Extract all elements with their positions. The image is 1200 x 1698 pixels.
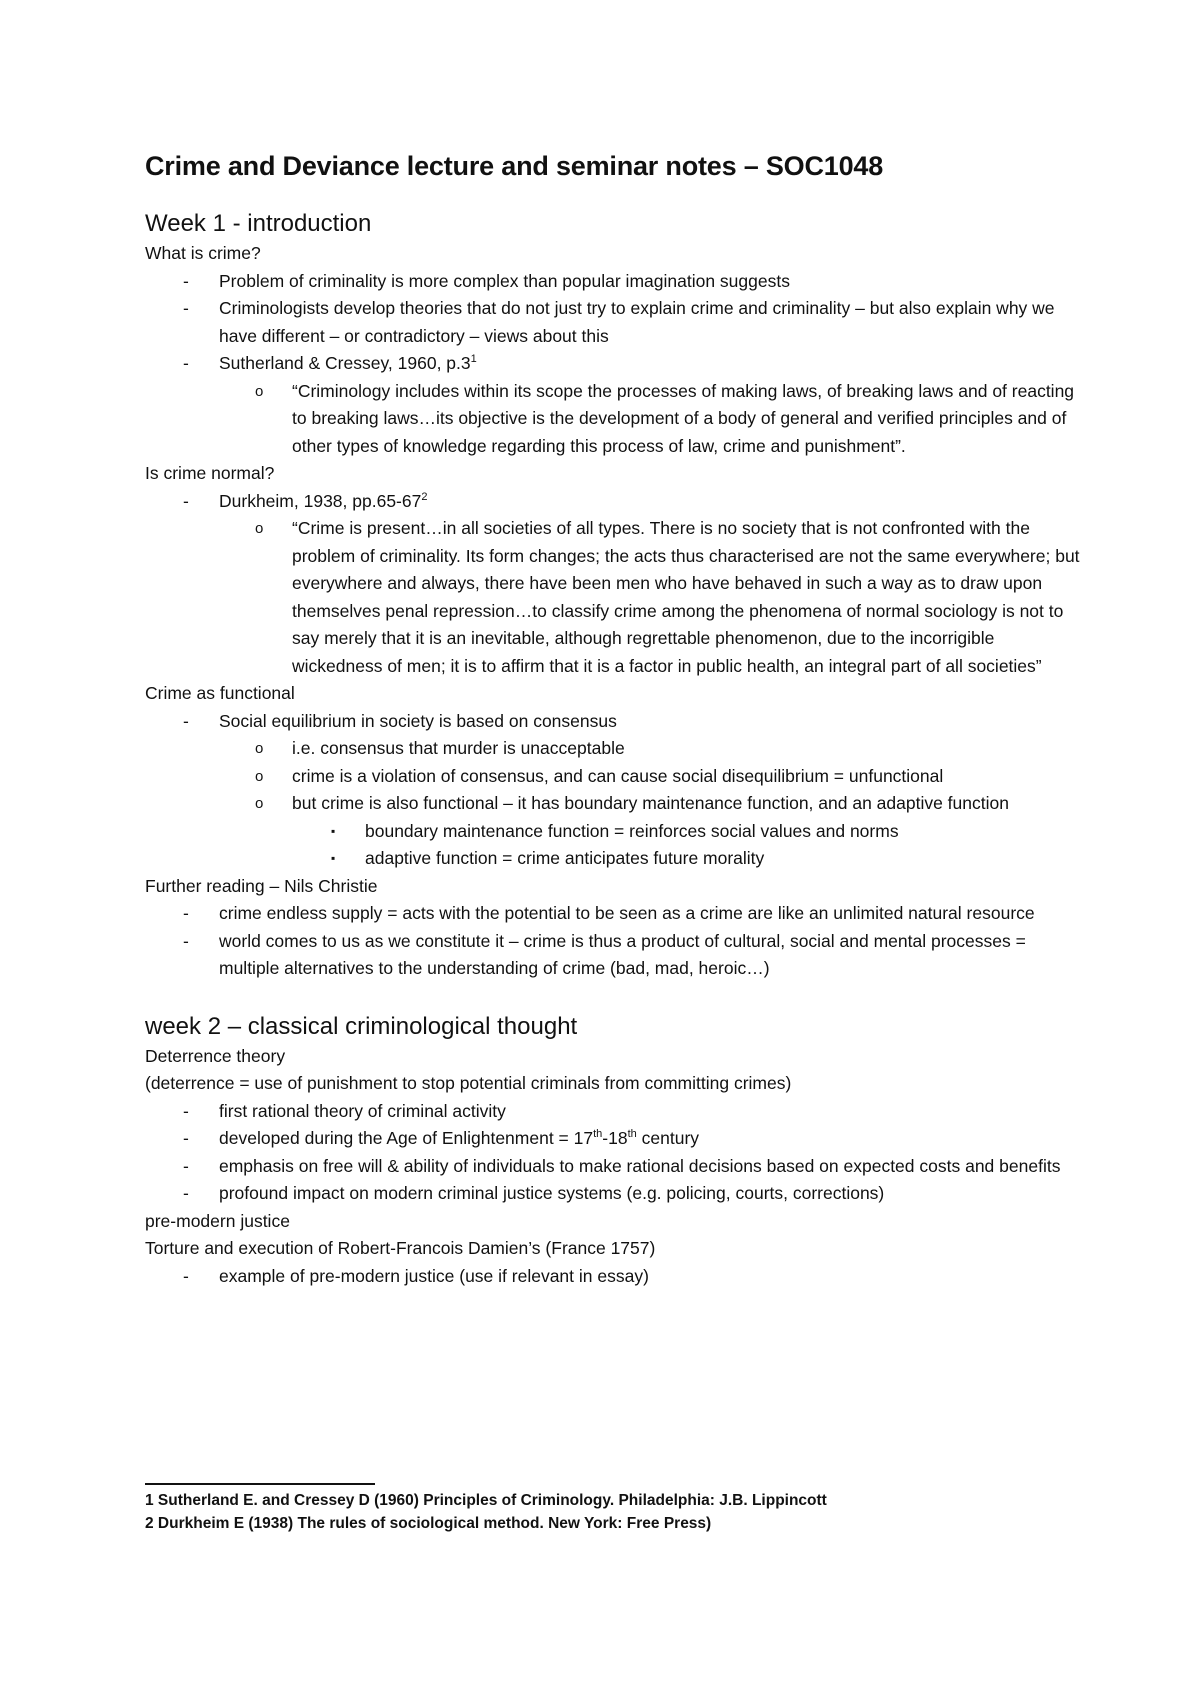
list-item: o crime is a violation of consensus, and can cause social disequilibrium = unfunctional <box>145 763 1085 791</box>
dash-bullet: - <box>183 353 189 373</box>
dash-bullet: - <box>183 270 189 291</box>
dash-bullet: - <box>183 1128 189 1148</box>
footnote-1: 1 Sutherland E. and Cressey D (1960) Principles of Criminology. Philadelphia: J.B. Lippincott <box>145 1492 827 1509</box>
deterrence-list <box>145 1098 1085 1208</box>
circle-bullet: o <box>255 767 264 785</box>
dash-bullet: - <box>183 1155 189 1176</box>
list-item: - world comes to us as we constitute it – crime is thus a product of cultural, social and mental processes = multiple alternatives to the understanding of crime (bad, mad, heroic…) <box>145 928 1085 983</box>
dash-bullet: - <box>183 930 189 951</box>
deterrence-definition: (deterrence = use of punishment to stop potential criminals from committing crimes) <box>145 1073 792 1093</box>
circle-bullet: o <box>255 520 264 537</box>
sub-list <box>145 735 1085 873</box>
footnotes <box>145 1489 1085 1535</box>
dash-bullet: - <box>183 1183 189 1203</box>
list-item: ▪ boundary maintenance function = reinforces social values and norms <box>145 818 1085 846</box>
square-bullet: ▪ <box>331 851 336 865</box>
week2-heading: week 2 – classical criminological thought <box>145 1012 578 1040</box>
further-reading-list <box>145 900 1085 983</box>
footnote-2: 2 Durkheim E (1938) The rules of sociological method. New York: Free Press) <box>145 1515 712 1532</box>
list-item: ▪ adaptive function = crime anticipates future morality <box>145 845 1085 873</box>
dash-bullet: - <box>183 710 189 731</box>
is-crime-normal-subheading: Is crime normal? <box>145 463 275 483</box>
list-item: - first rational theory of criminal activity <box>145 1098 1085 1126</box>
list-item <box>145 515 1085 680</box>
sub-sub-list <box>145 818 1085 873</box>
list-item: - Sutherland & Cressey, 1960, $p.3^1$ o “Criminology includes within its scope the processes of making laws, of breaking laws and of reacting to breaking laws…its objective is the development of a body of general and verified principles and of other types of knowledge regarding this process of law, crime and punishment”. <box>145 350 1085 460</box>
dash-bullet: - <box>183 903 189 923</box>
sutherland-quote: “Criminology includes within its scope the processes of making laws, of breaking laws and of reacting to breaking laws…its objective is the development of a body of general and verified principles and of other types of knowledge regarding this process of law, crime and punishment”. <box>292 380 1075 456</box>
crime-functional-list <box>145 708 1085 873</box>
further-reading-subheading: Further reading – Nils Christie <box>145 875 378 896</box>
footnote-separator <box>145 1483 375 1485</box>
list-item: - profound impact on modern criminal justice systems (e.g. policing, courts, corrections) <box>145 1180 1085 1208</box>
deterrence-subheading: Deterrence theory <box>145 1045 286 1066</box>
pre-modern-subheading: pre-modern justice <box>145 1210 290 1231</box>
dash-bullet: - <box>183 298 189 318</box>
dash-bullet: - <box>183 1100 189 1121</box>
what-is-crime-list <box>145 268 1085 461</box>
list-item: - example of pre-modern justice (use if relevant in essay) <box>145 1263 1085 1291</box>
footnote-ref-2: 2 <box>421 490 428 503</box>
quote-list <box>145 378 1085 461</box>
list-item: o but crime is also functional – it has boundary maintenance function, and an adaptive function ▪ boundary maintenance function = reinforces social values and norms ▪ adaptive function = crime anticipates future morality <box>145 790 1085 873</box>
circle-bullet: o <box>255 740 264 757</box>
footnote-ref-1: 1 <box>470 353 477 366</box>
list-item: - Criminologists develop theories that do not just try to explain crime and criminality – but also explain why we have different – or contradictory – views about this <box>145 295 1085 350</box>
circle-bullet: o <box>255 382 264 400</box>
is-crime-normal-list <box>145 488 1085 681</box>
durkheim-quote: “Crime is present…in all societies of all types. There is no society that is not confronted with the problem of criminality. Its form changes; the acts thus characterised are not the same everywhere; but everywhere and always, there have been men who have behaved in such a way as to draw upon themselves penal repression…to classify crime among the phenomena of normal sociology is not to say merely that it is an inevitable, although regrettable phenomenon, due to the incorrigible wickedness of men; it is to affirm that it is a factor in public health, an integral part of all societies” <box>292 518 1080 676</box>
torture-subheading: Torture and execution of Robert-Francois Damien’s (France 1757) <box>145 1238 656 1258</box>
dash-bullet: - <box>183 490 189 511</box>
list-item: - crime endless supply = acts with the potential to be seen as a crime are like an unlimited natural resource <box>145 900 1085 928</box>
crime-functional-subheading: Crime as functional <box>145 683 295 703</box>
what-is-crime-subheading: What is crime? <box>145 243 261 263</box>
list-item: - Social equilibrium in society is based on consensus o i.e. consensus that murder is unacceptable o crime is a violation of consensus, and can cause social disequilibrium = unfunctional o but crime is also functional – it has boundary maintenance function, and an adaptive function ▪ boundary maintenance function = reinforces social values and norms ▪ adaptive function = crime anticipates future morality <box>145 708 1085 873</box>
document-body <box>145 148 1085 1290</box>
document-title: Crime and Deviance lecture and seminar notes – SOC1048 <box>145 151 884 181</box>
week1-heading: Week 1 - introduction <box>145 210 372 237</box>
quote-list <box>145 515 1085 680</box>
dash-bullet: - <box>183 1265 189 1286</box>
list-item: - Durkheim, 1938, $pp.65-67^2$ o “Crime is present…in all societies of all types. There is no society that is not confronted with the problem of criminality. Its form changes; the acts thus characterised are not the same everywhere; but everywhere and always, there have been men who have behaved in such a way as to draw upon themselves penal repression…to classify crime among the phenomena of normal sociology is not to say merely that it is an inevitable, although regrettable phenomenon, due to the incorrigible wickedness of men; it is to affirm that it is a factor in public health, an integral part of all societies” <box>145 488 1085 681</box>
list-item: - Problem of criminality is more complex than popular imagination suggests <box>145 268 1085 296</box>
list-item: - emphasis on free will & ability of individuals to make rational decisions based on expected costs and benefits <box>145 1153 1085 1181</box>
list-item <box>145 378 1085 461</box>
circle-bullet: o <box>255 795 264 812</box>
list-item: - developed during the Age of Enlightenment = 17th-18th century <box>145 1125 1085 1153</box>
torture-list <box>145 1263 1085 1291</box>
list-item: o i.e. consensus that murder is unacceptable <box>145 735 1085 763</box>
square-bullet: ▪ <box>331 823 336 838</box>
